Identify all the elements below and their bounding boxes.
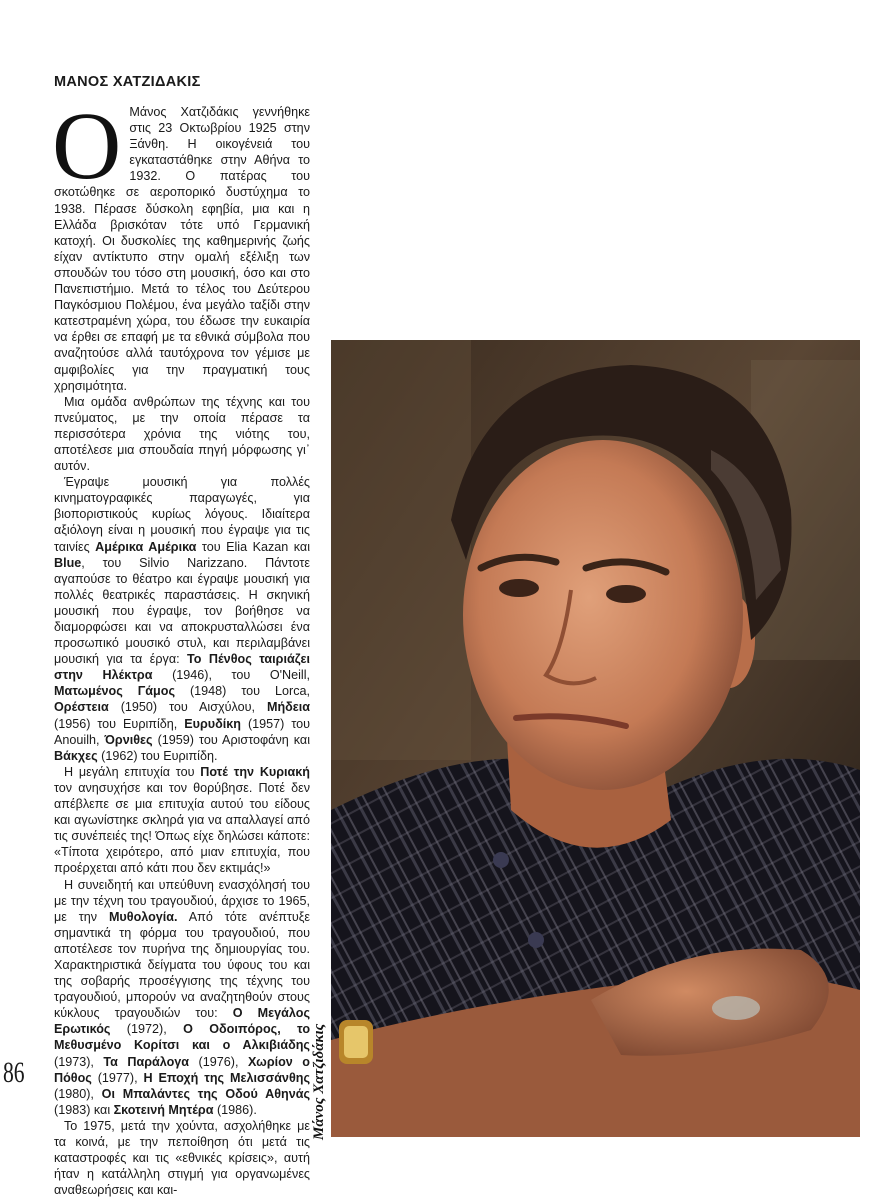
- paragraph-4: Η μεγάλη επιτυχία του Ποτέ την Κυριακή τον ανησυχήσε και τον θορύβησε. Ποτέ δεν απέβλεπε σε μια επιτυχία αυτού του είδους και αγωνίστηκε σκληρά για να απαλλαγεί από τις συνέπειές της! Όπως είχε δηλώσει κάποτε: «Τίποτα χειρότερο, από μιαν επιτυχία, που προέρχεται από κάτι που δεν εκτιμάς!»: [54, 764, 310, 876]
- paragraph-3: Έγραψε μουσική για πολλές κινηματογραφικές παραγωγές, για βιοποριστικούς κυρίως λόγους. Ιδιαίτερα αξιόλογη είναι η μουσική που έγραψε για τις ταινίες Αμέρικα Αμέρικα του Elia Kazan και Blue, του Silvio Narizzano. Πάντοτε αγαπούσε το θέατρο και έγραψε μουσική για πολλές θεατρικές παραστάσεις. Η σκηνική μουσική που έγραψε, τον βοήθησε να διαμορφώσει και να αποκρυσταλλώσει ένα προσωπικό μουσικό στυλ, και περιλαμβάνει μουσική για τα έργα: Το Πένθος ταιριάζει στην Ηλέκτρα (1946), του O'Neill, Ματωμένος Γάμος (1948) του Lorca, Ορέστεια (1950) του Αισχύλου, Μήδεια (1956) του Ευριπίδη, Ευρυδίκη (1957) του Anouilh, Όρνιθες (1959) του Αριστοφάνη και Βάκχες (1962) του Ευριπίδη.: [54, 475, 311, 763]
- article-body: [52, 92, 311, 1198]
- paragraph-1: Ο Μάνος Χατζιδάκις γεννήθηκε στις 23 Οκτωβρίου 1925 στην Ξάνθη. Η οικογένειά του εγκαταστάθηκε στην Αθήνα το 1932. Ο πατέρας του σκοτώθηκε σε αεροπορικό δυστύχημα το 1938. Πέρασε δύσκολη εφηβία, μια και η Ελλάδα βρισκόταν τότε υπό Γερμανική κατοχή. Οι δυσκολίες της καθημερινής ζωής είχαν αντίκτυπο στην ομαλή εξέλιξη των σπουδών του τόσο στη μουσική, όσο και στο Πανεπιστήμιο. Μετά το τέλος του Δεύτερου Παγκόσμιου Πολέμου, ένα μεγάλο ταξίδι στην κατεστραμένη χώρα, του έδωσε την ευκαιρία να έρθει σε επαφή με τα εθνικά σύμβολα που αναζητούσε αλλά ταυτόχρονα τον γέμισε με αμφιβολίες για την πραγματική τους χρησιμότητα.: [52, 92, 310, 393]
- page-number: 86: [3, 1056, 25, 1089]
- paragraph-6: Το 1975, μετά την χούντα, ασχολήθηκε με τα κοινά, με την πεποίθηση ότι μετά τις καταστροφές και τις «εθνικές κρίσεις», αυτή ήταν η κατάλληλη στιγμή για οργανωμένες αναθεωρήσεις και και-: [54, 1118, 310, 1198]
- photo-caption: Μάνος Χατζιδάκις: [311, 1023, 327, 1140]
- paragraph-2: Μια ομάδα ανθρώπων της τέχνης και του πνεύματος, με την οποία πέρασε τα περισσότερα χρόνια της νιότης του, αποτέλεσε μια σπουδαία πηγή μόρφωσης γι᾽ αυτόν.: [54, 394, 310, 474]
- portrait-photo: [331, 340, 860, 1137]
- paragraph-5: Η συνειδητή και υπεύθυνη ενασχόλησή του με την τέχνη του τραγουδιού, άρχισε το 1965, με την Μυθολογία. Από τότε ανέπτυξε σημαντικά τη φόρμα του τραγουδιού, που αποτέλεσε τον πυρήνα της δημιουργίας του. Χαρακτηριστικά δείγματα του ύφους του και της σοβαρής προσέγγισης της τέχνης του τραγουδιού, μπορούν να αναζητηθούν στους κύκλους τραγουδιών του: Ο Μεγάλος Ερωτικός (1972), Ο Οδοιπόρος, το Μεθυσμένο Κορίτσι και ο Αλκιβιάδης (1973), Τα Παράλογα (1976), Χωρίον ο Πόθος (1977), Η Εποχή της Μελισσάνθης (1980), Οι Μπαλάντες της Οδού Αθηνάς (1983) και Σκοτεινή Μητέρα (1986).: [54, 877, 311, 1117]
- article-heading: ΜΑΝΟΣ ΧΑΤΖΙΔΑΚΙΣ: [54, 74, 201, 90]
- drop-cap: Ο: [52, 92, 122, 199]
